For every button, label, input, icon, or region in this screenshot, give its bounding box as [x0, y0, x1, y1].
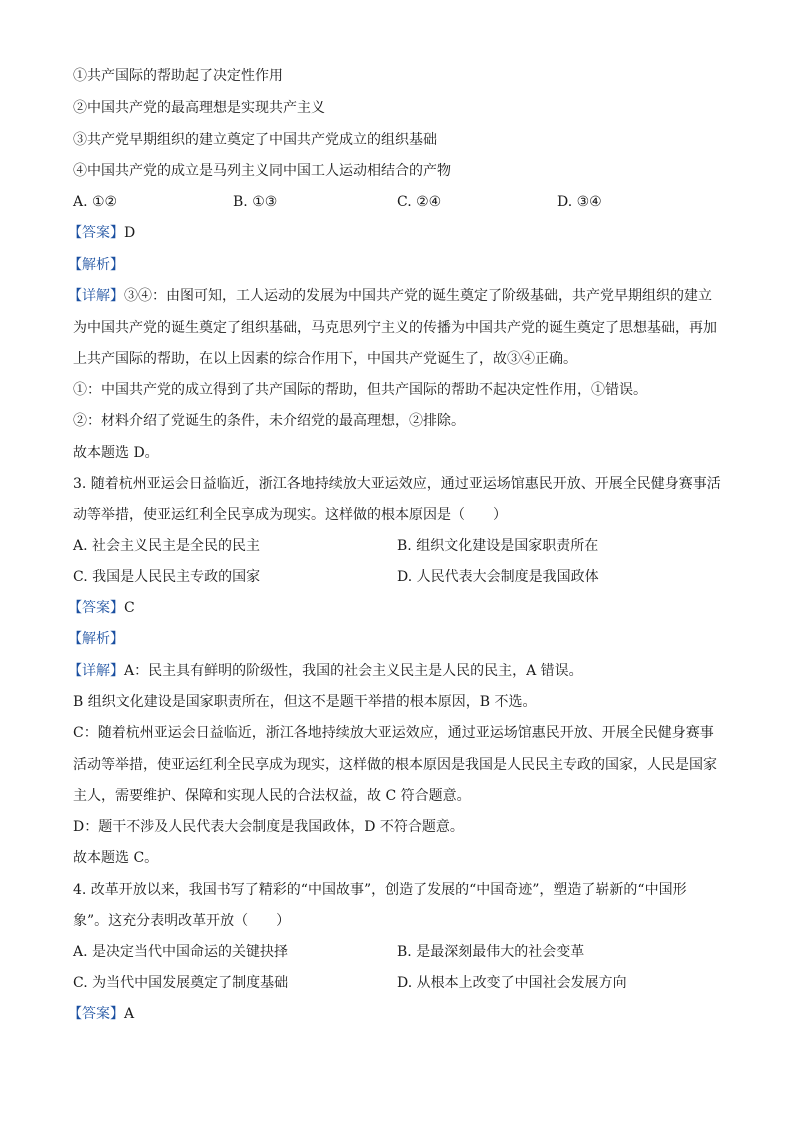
q3-detail-line-5: 主人，需要维护、保障和实现人民的合法权益，故 C 符合题意。: [73, 788, 471, 804]
statement-3: ③共产党早期组织的建立奠定了中国共产党成立的组织基础: [73, 132, 437, 148]
q3-stem-line-1: 3. 随着杭州亚运会日益临近，浙江各地持续放大亚运效应，通过亚运场馆惠民开放、开展全民健身赛事活: [73, 476, 721, 492]
q2-answer: [68, 223, 135, 243]
answer-value: C: [124, 600, 135, 616]
q2-option-c: C. ②④: [397, 194, 442, 210]
statement-2: ②中国共产党的最高理想是实现共产主义: [73, 100, 325, 116]
q2-detail-line-2: 为中国共产党的诞生奠定了组织基础，马克思列宁主义的传播为中国共产党的诞生奠定了思想基础，再加: [73, 320, 717, 336]
q3-answer: [68, 598, 135, 618]
answer-value: A: [124, 1006, 135, 1022]
q2-detail-line-3: 上共产国际的帮助，在以上因素的综合作用下，中国共产党诞生了，故③④正确。: [73, 351, 577, 367]
detail-tag: 【详解】: [68, 663, 124, 679]
q3-option-d: D. 人民代表大会制度是我国政体: [397, 569, 599, 585]
statement-1: ①共产国际的帮助起了决定性作用: [73, 68, 283, 84]
q2-detail-line-4: ①：中国共产党的成立得到了共产国际的帮助，但共产国际的帮助不起决定性作用，①错误。: [73, 382, 647, 398]
q3-detail-line-6: D：题干不涉及人民代表大会制度是我国政体，D 不符合题意。: [73, 819, 464, 835]
q3-conclusion: 故本题选 C。: [73, 850, 159, 866]
q4-option-b: B. 是最深刻最伟大的社会变革: [397, 944, 585, 960]
answer-tag: 【答案】: [68, 600, 124, 616]
q3-detail-line-4: 活动等举措，使亚运红利全民享成为现实，这样做的根本原因是我国是人民民主专政的国家，人民是国家: [73, 757, 717, 773]
detail-tag: 【详解】: [68, 288, 124, 304]
q4-option-d: D. 从根本上改变了中国社会发展方向: [397, 975, 627, 991]
q4-answer: [68, 1004, 134, 1024]
q3-option-b: B. 组织文化建设是国家职责所在: [397, 538, 599, 554]
q2-option-b: B. ①③: [233, 194, 278, 210]
answer-tag: 【答案】: [68, 1006, 124, 1022]
statement-4: ④中国共产党的成立是马列主义同中国工人运动相结合的产物: [73, 163, 451, 179]
analysis-tag: 【解析】: [68, 631, 124, 647]
q2-analysis-tag: [68, 255, 124, 275]
q3-detail-line-2: B 组织文化建设是国家职责所在，但这不是题干举措的根本原因，B 不选。: [73, 694, 537, 710]
q4-stem-line-1: 4. 改革开放以来，我国书写了精彩的“中国故事”，创造了发展的“中国奇迹”，塑造了崭新的“中国形: [73, 882, 687, 898]
q3-option-a: A. 社会主义民主是全民的民主: [73, 538, 261, 554]
q4-option-a: A. 是决定当代中国命运的关键抉择: [73, 944, 289, 960]
q3-analysis-tag: [68, 629, 124, 649]
q2-conclusion: 故本题选 D。: [73, 445, 159, 461]
q3-detail-line-3: C：随着杭州亚运会日益临近，浙江各地持续放大亚运效应，通过亚运场馆惠民开放、开展全民健身赛事: [73, 725, 714, 741]
q4-stem-line-2: 象”。这充分表明改革开放（ ）: [73, 913, 291, 929]
detail-text: A：民主具有鲜明的阶级性，我国的社会主义民主是人民的民主，A 错误。: [124, 663, 583, 679]
q3-stem-line-2: 动等举措，使亚运红利全民享成为现实。这样做的根本原因是（ ）: [73, 507, 507, 523]
q2-option-a: A. ①②: [73, 194, 118, 210]
q2-detail-line-1: [68, 286, 712, 306]
q2-option-d: D. ③④: [557, 194, 602, 210]
detail-text: ③④：由图可知，工人运动的发展为中国共产党的诞生奠定了阶级基础，共产党早期组织的建立: [124, 288, 712, 304]
q2-detail-line-5: ②：材料介绍了党诞生的条件，未介绍党的最高理想，②排除。: [73, 413, 465, 429]
answer-value: D: [124, 225, 136, 241]
analysis-tag: 【解析】: [68, 257, 124, 273]
q3-detail-line-1: [68, 661, 583, 681]
answer-tag: 【答案】: [68, 225, 124, 241]
q3-option-c: C. 我国是人民民主专政的国家: [73, 569, 261, 585]
q4-option-c: C. 为当代中国发展奠定了制度基础: [73, 975, 289, 991]
